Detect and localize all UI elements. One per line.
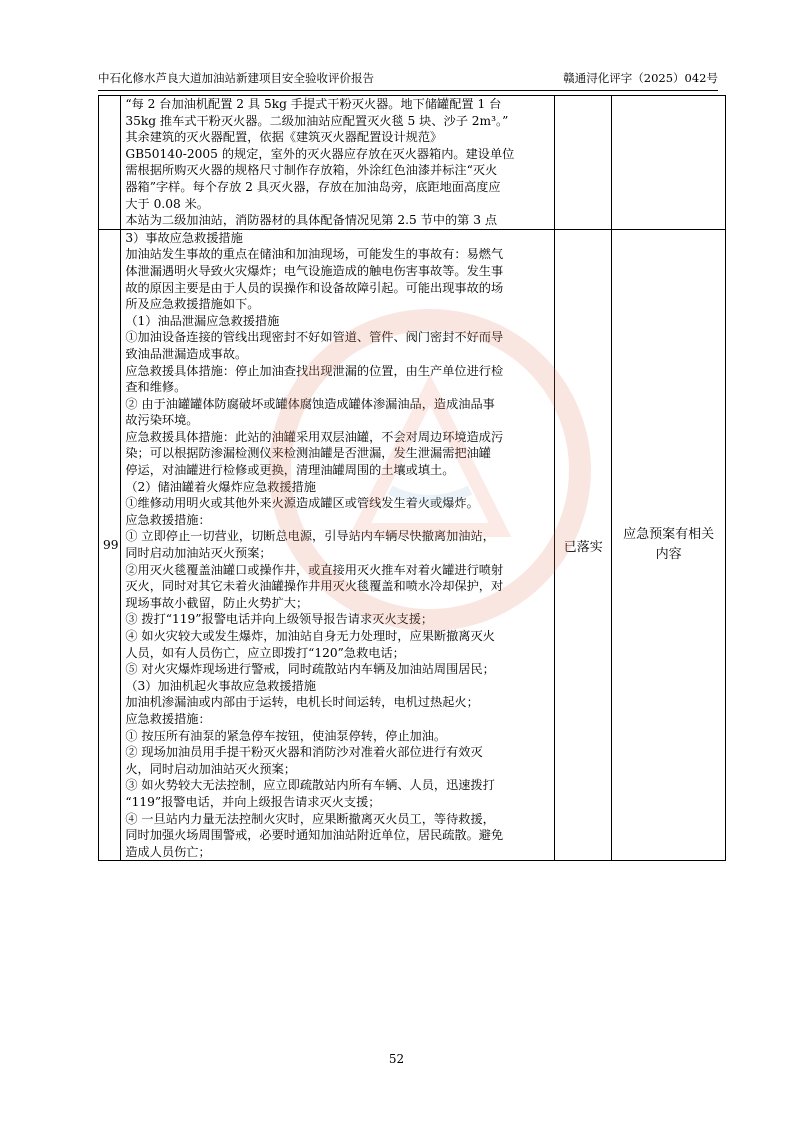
content-line: ② 由于油罐罐体防腐破坏或罐体腐蚀造成罐体渗漏油品，造成油品事	[125, 396, 495, 411]
table-row	[99, 96, 726, 230]
page-header	[98, 70, 718, 90]
content-line: 3）事故应急救援措施	[125, 230, 243, 245]
content-line: （3）加油机起火事故应急救援措施	[125, 678, 316, 693]
content-line: 停运，对油罐进行检修或更换，清理油罐周围的土壤或填土。	[125, 463, 455, 478]
row-number-cell	[99, 96, 121, 230]
report-title: 中石化修水芦良大道加油站新建项目安全验收评价报告	[98, 71, 374, 85]
row-remark-cell	[612, 229, 726, 861]
report-number: 赣通浔化评字（2025）042号	[563, 71, 718, 85]
content-line: （1）油品泄漏应急救援措施	[125, 313, 280, 328]
content-line: 加油站发生事故的重点在储油和加油现场，可能发生的事故有：易燃气	[125, 247, 504, 262]
content-line: 现场事故小截留，防止火势扩大；	[125, 595, 309, 610]
content-line: 火，同时启动加油站灭火预案；	[125, 761, 296, 776]
content-line: 染；可以根据防渗漏检测仪来检测油罐是否泄漏，发生泄漏需把油罐	[125, 446, 491, 461]
table-row	[99, 229, 726, 861]
content-line: 需根据所购灭火器的规格尺寸制作存放箱，外涂红色油漆并标注“灭火	[125, 163, 498, 178]
content-line: 人员，如有人员伤亡，应立即拨打“120”急救电话；	[125, 645, 405, 660]
content-line: ②用灭火毯覆盖油罐口或操作井，或直接用灭火推车对着火罐进行喷射	[125, 562, 504, 577]
content-line: “119”报警电话，并向上级报告请求灭火支援；	[125, 794, 381, 809]
content-line: 应急救援措施：	[125, 512, 211, 527]
content-line: 35kg 推车式干粉灭火器。二级加油站应配置灭火毯 5 块、沙子 2m³。”	[125, 113, 509, 128]
content-line: 同时加强火场周围警戒，必要时通知加油站附近单位，居民疏散。避免	[125, 828, 504, 843]
content-line: 致油品泄漏造成事故。	[125, 346, 248, 361]
content-line: ② 现场加油员用手提干粉灭火器和消防沙对准着火部位进行有效灭	[125, 745, 483, 760]
row-status-cell: 已落实	[555, 229, 612, 861]
content-line: ①维修动用明火或其他外来火源造成罐区或管线发生着火或爆炸。	[125, 496, 479, 511]
content-line: 大于 0.08 米。	[125, 196, 209, 211]
page-number: 52	[388, 1052, 405, 1066]
content-line: 造成人员伤亡；	[125, 844, 211, 859]
row-remark-cell	[612, 96, 726, 230]
header-rule	[98, 90, 718, 91]
content-line: 器箱”字样。每个存放 2 具灭火器，存放在加油岛旁，底距地面高度应	[125, 179, 501, 194]
content-line: （2）储油罐着火爆炸应急救援措施	[125, 479, 316, 494]
content-line: GB50140-2005 的规定，室外的灭火器应存放在灭火器箱内。建设单位	[125, 146, 515, 161]
row-status-cell	[555, 96, 612, 230]
content-line: 所及应急救援措施如下。	[125, 297, 260, 312]
content-line: ④ 一旦站内力量无法控制火灾时，应果断撤离灭火员工，等待救援，	[125, 811, 495, 826]
content-line: 加油机渗漏油或内部由于运转，电机长时间运转，电机过热起火；	[125, 695, 479, 710]
content-line: 体泄漏遇明火导致火灾爆炸；电气设施造成的触电伤害事故等。发生事	[125, 263, 504, 278]
content-line: ① 按压所有油泵的紧急停车按钮，使油泵停转，停止加油。	[125, 728, 447, 743]
row-content-cell	[121, 229, 555, 861]
content-line: 应急救援措施：	[125, 711, 211, 726]
row-content-cell	[121, 96, 555, 230]
content-line: ③ 如火势较大无法控制，应立即疏散站内所有车辆、人员，迅速拨打	[125, 778, 495, 793]
content-line: 灭火，同时对其它未着火油罐操作井用灭火毯覆盖和喷水冷却保护，对	[125, 579, 504, 594]
inspection-table	[98, 95, 726, 861]
content-line: 故的原因主要是由于人员的误操作和设备故障引起。可能出现事故的场	[125, 280, 504, 295]
content-line: ④ 如火灾较大或发生爆炸，加油站自身无力处理时，应果断撤离灭火	[125, 629, 495, 643]
content-line: 本站为二级加油站，消防器材的具体配备情况见第 2.5 节中的第 3 点	[125, 213, 498, 228]
content-line: ① 立即停止一切营业，切断总电源，引导站内车辆尽快撤离加油站，	[125, 529, 495, 544]
content-line: ③ 拨打“119”报警电话并向上级领导报告请求灭火支援；	[125, 612, 434, 627]
content-line: 应急救援具体措施：此站的油罐采用双层油罐，不会对周边环境造成污	[125, 429, 504, 444]
content-line: 其余建筑的灭火器配置，依据《建筑灭火器配置设计规范》	[125, 130, 443, 145]
content-line: ⑤ 对火灾爆炸现场进行警戒，同时疏散站内车辆及加油站周围居民；	[125, 662, 495, 677]
content-line: “每 2 台加油机配置 2 具 5kg 手提式干粉灭火器。地下储罐配置 1 台	[125, 97, 502, 111]
row-number-cell: 99	[99, 229, 121, 861]
content-line: 同时启动加油站灭火预案；	[125, 546, 272, 561]
content-line: 查和维修。	[125, 380, 187, 395]
content-line: 应急救援具体措施：停止加油查找出现泄漏的位置，由生产单位进行检	[125, 363, 504, 378]
content-line: ①加油设备连接的管线出现密封不好如管道、管件、阀门密封不好而导	[125, 330, 504, 345]
remark-text: 应急预案有相关	[623, 527, 715, 543]
content-line: 故污染环境。	[125, 413, 199, 428]
remark-text: 内容	[655, 547, 682, 563]
